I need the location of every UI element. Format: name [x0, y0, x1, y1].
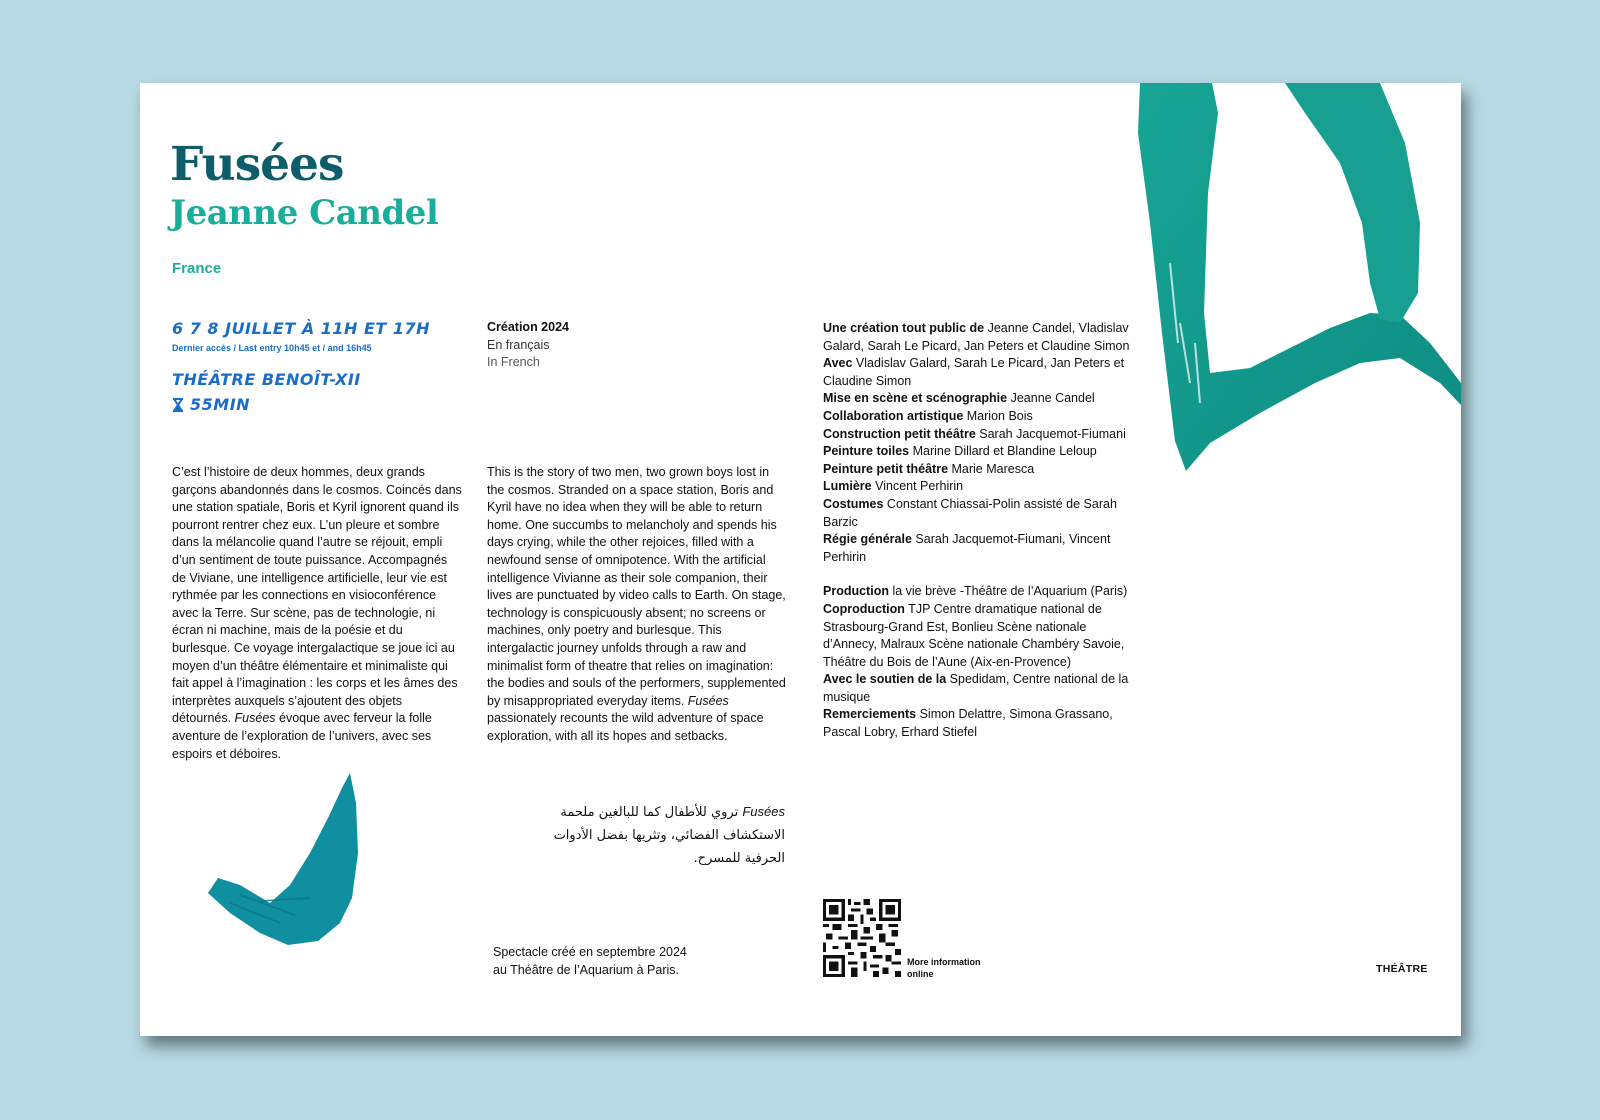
description-fr-title: Fusées — [234, 711, 276, 726]
credits-label: Régie générale — [823, 532, 912, 547]
description-en-part2: passionately recounts the wild adventure of space exploration, with all its hopes and setbacks. — [487, 711, 764, 743]
credits-entry — [823, 390, 1133, 408]
more-info-line1: More information — [907, 957, 981, 967]
category-label: THÉÂTRE — [1376, 963, 1428, 975]
credits-value: Marine Dillard et Blandine Leloup — [909, 444, 1097, 459]
credits-entry — [823, 408, 1133, 426]
credits-entry — [823, 426, 1133, 444]
duration — [172, 395, 250, 414]
production-entry — [823, 601, 1133, 671]
show-title: Fusées — [170, 137, 344, 192]
credits-label: Peinture petit théâtre — [823, 461, 949, 476]
author-name: Jeanne Candel — [170, 193, 439, 233]
description-en-part1: This is the story of two men, two grown boys lost in the cosmos. Stranded on a space station, Boris and Kyril have no idea when they will be able to return home. One succumbs to melancholy and spends his days crying, while the other rejoices, filled with a newfound sense of omnipotence. With the artificial intelligence Vivianne as their sole companion, their lives are punctuated by video calls to Earth. On stage, technology is conspicuously absent; no screens or machines, only poetry and burlesque. This intergalactic journey unfolds through a raw and minimalist form of theatre that relies on imagination: the bodies and souls of the performers, supplemented by misappropriated everyday items. — [487, 465, 786, 708]
production-value: Simon Delattre, Simona Grassano, Pascal Lobry, Erhard Stiefel — [823, 707, 1113, 740]
brush-stroke-large — [1100, 83, 1461, 483]
credits-entry — [823, 461, 1133, 479]
description-english — [487, 464, 787, 746]
description-fr-part1: C’est l’histoire de deux hommes, deux grands garçons abandonnés dans le cosmos. Coincés dans une station spatiale, Boris et Kyril ignorent quand ils pourront rentrer chez eux. L’un pleure et sombre dans la mélancolie quand l’autre se réjouit, empli d’un sentiment de toute puissance. Accompagnés de Viviane, une intelligence artificielle, leur vie est rythmée par les connections en visioconférence avec la Terre. Sur scène, pas de technologie, ni écran ni machine, mais de la poésie et du burlesque. Ce voyage intergalactique se joue ici au moyen d’un théâtre élémentaire et minimaliste qui fait appel à l’imagination : les corps et les âmes des interprètes auxquels s’ajoutent des objets détournés. — [172, 465, 462, 726]
production-list — [823, 583, 1133, 741]
production-label: Remerciements — [823, 707, 917, 722]
production-entry — [823, 706, 1133, 741]
credits-entry — [823, 496, 1133, 531]
production-entry — [823, 583, 1133, 601]
production-value: la vie brève -Théâtre de l’Aquarium (Paris) — [888, 584, 1128, 599]
production-entry — [823, 671, 1133, 706]
production-value: TJP Centre dramatique national de Strasbourg-Grand Est, Bonlieu Scène nationale d’Annecy, Malraux Scène nationale Chambéry Savoie, Théâtre du Bois de l’Aune (Aix-en-Provence) — [823, 601, 1125, 669]
credits-label: Avec — [823, 356, 853, 371]
production-label: Coproduction — [823, 601, 905, 616]
credits-entry — [823, 443, 1133, 461]
credits-label: Une création tout public de — [823, 321, 985, 335]
credits-label: Costumes — [823, 496, 884, 511]
description-french — [172, 464, 462, 763]
description-en-title: Fusées — [687, 693, 729, 708]
credits-value: Vladislav Galard, Sarah Le Picard, Jan Peters et Claudine Simon — [823, 356, 1125, 388]
credits-value: Sarah Jacquemot-Fiumani, Vincent Perhirin — [823, 532, 1111, 564]
creation-note-line1: Spectacle créé en septembre 2024 — [493, 945, 687, 959]
credits-value: Marie Maresca — [948, 461, 1035, 476]
duration-text: 55MIN — [190, 395, 251, 414]
credits-entry — [823, 355, 1133, 390]
credits-value: Vincent Perhirin — [871, 479, 964, 494]
production-label: Production — [823, 584, 889, 599]
credits-value: Sarah Jacquemot-Fiumani — [975, 426, 1126, 441]
creation-note-line2: au Théâtre de l’Aquarium à Paris. — [493, 963, 679, 977]
credits-entry — [823, 531, 1133, 566]
description-ar-text: تروي للأطفال كما للبالغين ملحمة الاستكشاف الفضائي، وتثريها بفضل الأدوات الحرفية للمسرح. — [553, 805, 785, 866]
credits — [823, 320, 1133, 742]
credits-label: Construction petit théâtre — [823, 426, 976, 441]
credits-label: Lumière — [823, 479, 872, 494]
last-entry: Dernier accès / Last entry 10h45 et / and 16h45 — [172, 343, 372, 353]
language-fr: En français — [487, 337, 550, 352]
brush-stroke-small — [200, 773, 370, 953]
production-value: Spedidam, Centre national de la musique — [823, 672, 1129, 704]
creation-note — [493, 943, 687, 979]
more-info-label — [907, 956, 981, 980]
language-en: In French — [487, 355, 540, 369]
credits-value: Jeanne Candel, Vladislav Galard, Sarah Le Picard, Jan Peters et Claudine Simon — [823, 321, 1130, 353]
venue: THÉÂTRE BENOÎT-XII — [172, 370, 361, 389]
description-arabic — [515, 800, 785, 870]
credits-entry — [823, 478, 1133, 496]
qr-code-icon[interactable] — [823, 899, 901, 977]
credits-list — [823, 320, 1133, 566]
description-ar-title: Fusées — [742, 804, 785, 819]
more-info-line2: online — [907, 969, 934, 979]
creation-year: Création 2024 — [487, 320, 569, 334]
program-page — [140, 83, 1461, 1036]
credits-value: Marion Bois — [963, 408, 1033, 423]
hourglass-icon — [172, 398, 184, 412]
credits-value: Jeanne Candel — [1007, 391, 1095, 406]
credits-label: Collaboration artistique — [823, 408, 964, 423]
credits-label: Mise en scène et scénographie — [823, 391, 1008, 406]
credits-entry — [823, 320, 1133, 355]
credits-label: Peinture toiles — [823, 444, 910, 459]
production-label: Avec le soutien de la — [823, 672, 947, 687]
country: France — [172, 260, 222, 277]
creation-info — [487, 319, 569, 372]
credits-value: Constant Chiassai-Polin assisté de Sarah Barzic — [823, 496, 1117, 529]
description-fr-part2: évoque avec ferveur la folle aventure de l’exploration de l’univers, avec ses espoirs et déboires. — [172, 711, 432, 761]
performance-dates: 6 7 8 JUILLET À 11H ET 17H — [172, 319, 431, 338]
